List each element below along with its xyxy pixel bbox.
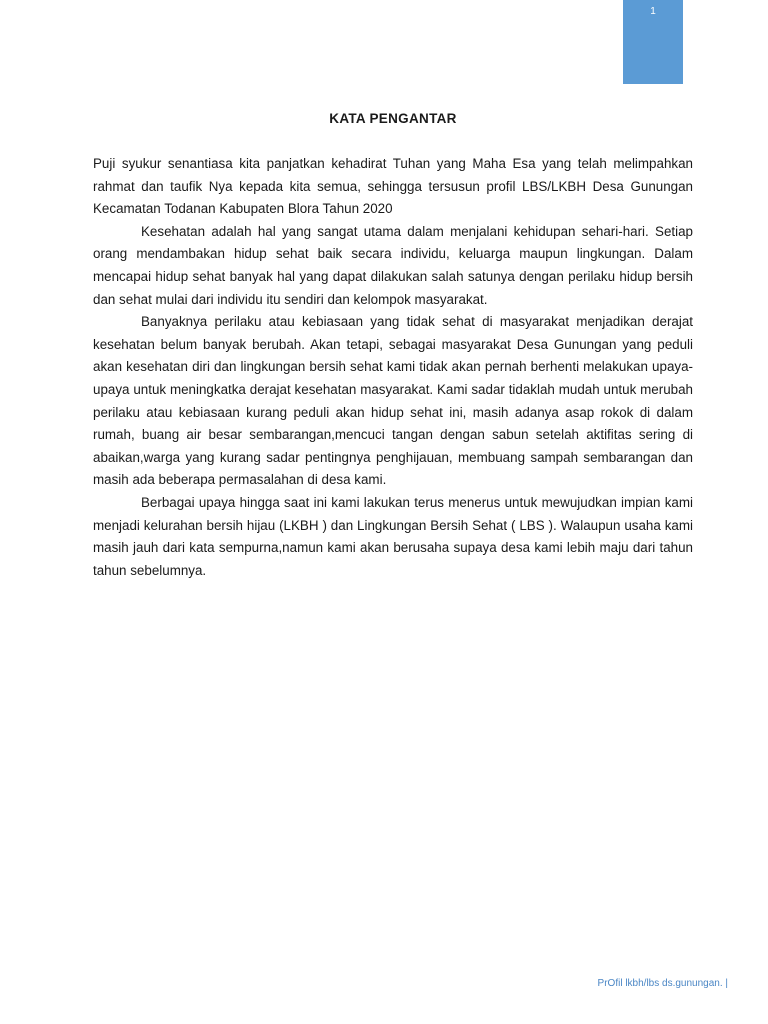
paragraph-intro: Puji syukur senantiasa kita panjatkan kehadirat Tuhan yang Maha Esa yang telah melimpahkan rahmat dan taufik Nya kepada kita semua, sehingga tersusun profil LBS/LKBH Desa Gunungan Kecamatan Todanan Kabupaten Blora Tahun 2020 <box>93 156 693 217</box>
page-footer: PrOfil lkbh/lbs ds.gunungan. | <box>597 978 728 989</box>
page-number: 1 <box>650 6 656 17</box>
paragraph-efforts: Berbagai upaya hingga saat ini kami lakukan terus menerus untuk mewujudkan impian kami menjadi kelurahan bersih hijau (LKBH ) dan Lingkungan Bersih Sehat ( LBS ). Walaupun usaha kami masih jauh dari kata sempurna,namun kami akan berusaha supaya desa kami lebih maju dari tahun tahun sebelumnya. <box>93 494 693 578</box>
paragraph-health: Kesehatan adalah hal yang sangat utama dalam menjalani kehidupan sehari-hari. Setiap orang mendambakan hidup sehat baik secara individu, keluarga maupun lingkungan. Dalam mencapai hidup sehat banyak hal yang dapat dilakukan salah satunya dengan perilaku hidup bersih dan sehat mulai dari individu itu sendiri dan kelompok masyarakat. <box>93 223 693 307</box>
document-body <box>93 153 693 582</box>
page-title: KATA PENGANTAR <box>329 111 457 126</box>
paragraph-habits: Banyaknya perilaku atau kebiasaan yang tidak sehat di masyarakat menjadikan derajat kesehatan belum banyak berubah. Akan tetapi, sebagai masyarakat Desa Gunungan yang peduli akan kesehatan diri dan lingkungan bersih sehat kami tidak akan pernah berhenti melakukan upaya-upaya untuk meningkatka derajat kesehatan masyarakat. Kami sadar tidaklah mudah untuk merubah perilaku atau kebiasaan kurang peduli akan hidup sehat ini, masih adanya asap rokok di dalam rumah, buang air besar sembarangan,mencuci tangan dengan sabun setelah aktifitas sering di abaikan,warga yang kurang sadar pentingnya penghijauan, membuang sampah sembarangan dan masih ada beberapa permasalahan di desa kami. <box>93 314 693 488</box>
page-number-tab <box>623 0 683 84</box>
